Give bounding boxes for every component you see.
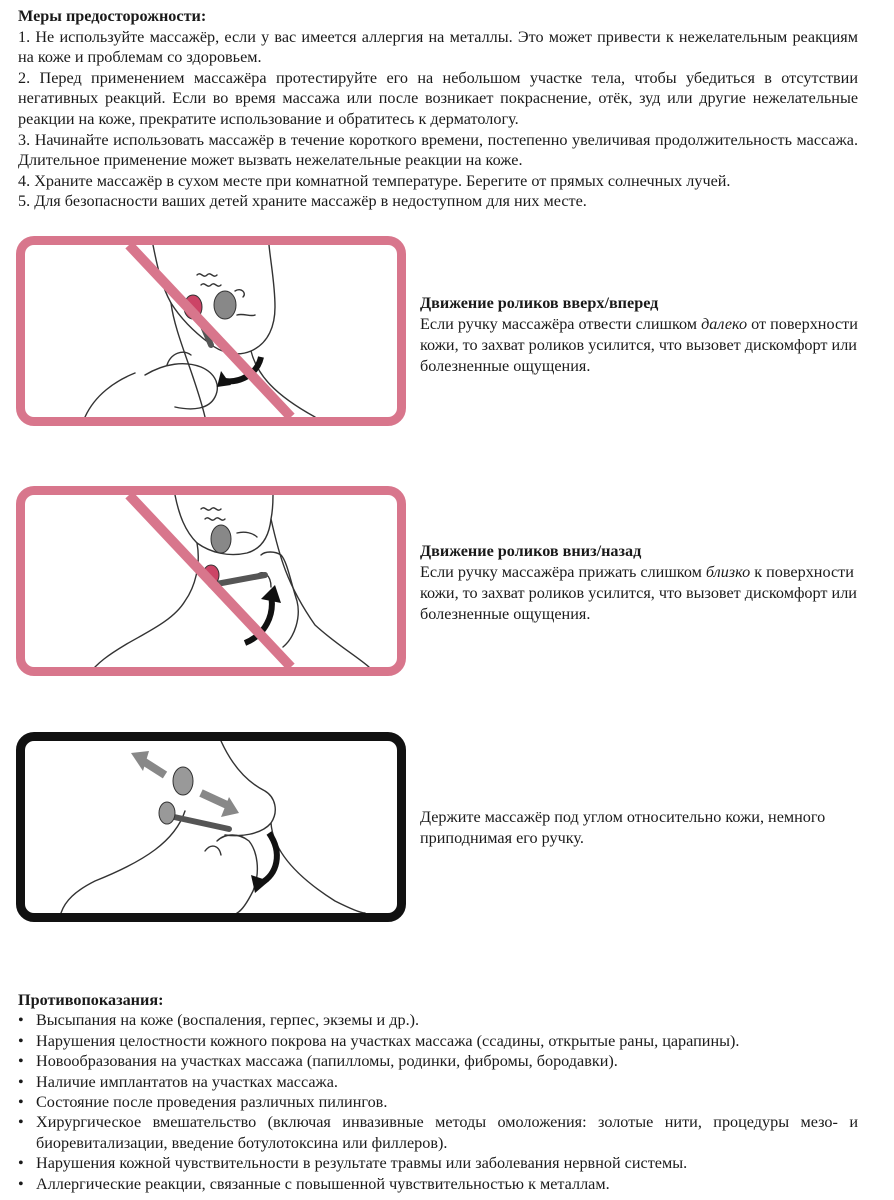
face-roller-drawing bbox=[25, 495, 397, 667]
prohibition-stripe bbox=[129, 495, 291, 667]
contraindications-title: Противопоказания: bbox=[18, 991, 164, 1009]
bullet: • bbox=[18, 1154, 24, 1173]
list-item-text: Состояние после проведения различных пилингов. bbox=[36, 1093, 388, 1112]
bullet: • bbox=[18, 1113, 24, 1132]
list-item-text: Наличие имплантатов на участках массажа. bbox=[36, 1072, 338, 1091]
list-item-text: Хирургическое вмешательство (включая инвазивные методы омоложения: золотые нити, процедуры мезо- и биоревитализации, введение ботулотоксина или филлеров). bbox=[36, 1113, 858, 1152]
list-item bbox=[18, 1051, 858, 1071]
list-item-text: Нарушения целостности кожного покрова на участках массажа (ссадины, открытые раны, царапины). bbox=[36, 1031, 740, 1050]
list-item bbox=[18, 1072, 858, 1092]
bullet: • bbox=[18, 1011, 24, 1030]
contraindications-section bbox=[18, 990, 858, 1194]
precaution-item: 2. Перед применением массажёра протестируйте его на небольшом участке тела, чтобы убедиться в отсутствии негативных реакций. Если во время массажа или после возникает покраснение, отёк, зуд или другие нежелательные реакции на коже, прекратите использование и обратитесь к дерматологу. bbox=[18, 68, 858, 128]
illustration-wrong-downward bbox=[16, 486, 406, 676]
list-item bbox=[18, 1092, 858, 1112]
caption-text: к поверхности кожи, то захват роликов усилится, что вызовет дискомфорт или болезненные ощущения. bbox=[420, 563, 857, 623]
prohibition-stripe bbox=[129, 245, 291, 417]
illustration-correct-angle bbox=[16, 732, 406, 922]
precautions-title: Меры предосторожности: bbox=[18, 7, 207, 25]
list-item-text: Высыпания на коже (воспаления, герпес, экземы и др.). bbox=[36, 1011, 420, 1030]
caption-emphasis: близко bbox=[705, 563, 751, 581]
caption-title: Движение роликов вниз/назад bbox=[420, 542, 642, 560]
list-item bbox=[18, 1112, 858, 1153]
bullet: • bbox=[18, 1174, 24, 1193]
illustration-wrong-upward bbox=[16, 236, 406, 426]
precaution-item: 3. Начинайте использовать массажёр в течение короткого времени, постепенно увеличивая продолжительность массажа. Длительное применение может вызвать нежелательные реакции на коже. bbox=[18, 130, 858, 170]
illustration-caption bbox=[420, 541, 858, 625]
list-item bbox=[18, 1031, 858, 1051]
illustration-caption bbox=[420, 807, 858, 849]
contraindications-list bbox=[18, 1010, 858, 1194]
bullet: • bbox=[18, 1072, 24, 1091]
caption-text: Держите массажёр под углом относительно кожи, немного приподнимая его ручку. bbox=[420, 808, 826, 847]
caption-title: Движение роликов вверх/вперед bbox=[420, 294, 659, 312]
precaution-item: 4. Храните массажёр в сухом месте при комнатной температуре. Берегите от прямых солнечных лучей. bbox=[18, 171, 731, 190]
bullet: • bbox=[18, 1093, 24, 1112]
list-item bbox=[18, 1153, 858, 1173]
list-item bbox=[18, 1174, 858, 1194]
caption-text: Если ручку массажёра отвести слишком bbox=[420, 315, 702, 333]
face-roller-drawing bbox=[25, 741, 397, 913]
face-roller-drawing bbox=[25, 245, 397, 417]
list-item bbox=[18, 1010, 858, 1030]
list-item-text: Новообразования на участках массажа (папилломы, родинки, фибромы, бородавки). bbox=[36, 1052, 618, 1071]
precaution-item: 1. Не используйте массажёр, если у вас имеется аллергия на металлы. Это может привести к нежелательным реакциям на коже и проблемам со здоровьем. bbox=[18, 27, 858, 67]
bullet: • bbox=[18, 1031, 24, 1050]
precautions-section bbox=[18, 6, 858, 212]
caption-text: от поверхности кожи, то захват роликов усилится, что вызовет дискомфорт или болезненные ощущения. bbox=[420, 315, 858, 375]
precaution-item: 5. Для безопасности ваших детей храните массажёр в недоступном для них месте. bbox=[18, 192, 587, 211]
bullet: • bbox=[18, 1052, 24, 1071]
caption-text: Если ручку массажёра прижать слишком bbox=[420, 563, 706, 581]
illustration-caption bbox=[420, 293, 858, 377]
caption-emphasis: далеко bbox=[701, 315, 748, 333]
list-item-text: Аллергические реакции, связанные с повышенной чувствительностью к металлам. bbox=[36, 1174, 610, 1193]
list-item-text: Нарушения кожной чувствительности в результате травмы или заболевания нервной системы. bbox=[36, 1154, 688, 1173]
